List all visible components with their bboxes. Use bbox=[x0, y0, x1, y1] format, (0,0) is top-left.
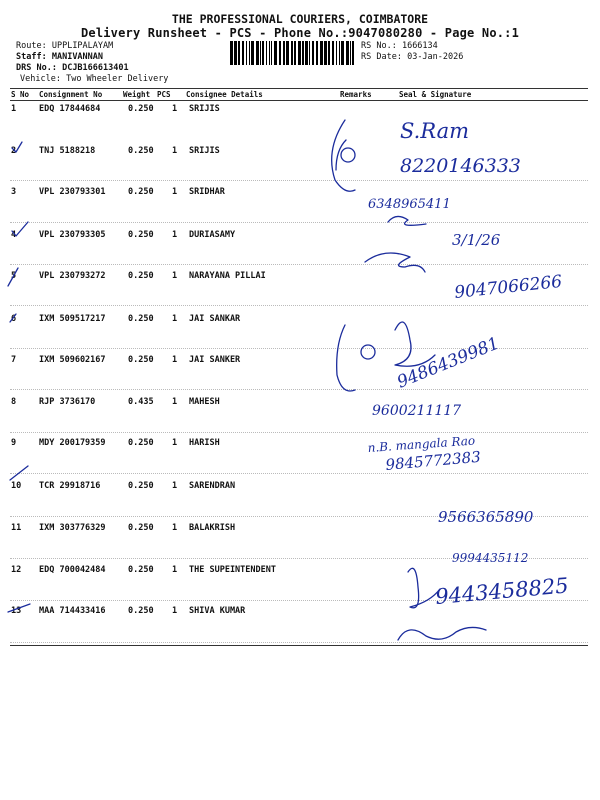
col-seal-signature: Seal & Signature bbox=[399, 90, 472, 99]
row-consignment: TCR 29918716 bbox=[39, 481, 101, 491]
row-pcs: 1 bbox=[172, 355, 178, 365]
row-weight: 0.250 bbox=[128, 271, 154, 281]
row-weight: 0.250 bbox=[128, 438, 154, 448]
row-consignment: EDQ 700042484 bbox=[39, 565, 106, 575]
rs-date-label: RS Date: bbox=[361, 52, 402, 62]
signature-scrawl bbox=[398, 627, 486, 640]
row-sno: 12 bbox=[11, 565, 22, 575]
row-weight: 0.250 bbox=[128, 606, 154, 616]
col-consignee: Consignee Details bbox=[186, 90, 263, 99]
row-pcs: 1 bbox=[172, 438, 178, 448]
row-weight: 0.250 bbox=[128, 565, 154, 575]
rs-no-value: 1666134 bbox=[401, 41, 438, 51]
row-weight: 0.250 bbox=[128, 355, 154, 365]
handwritten-phone: 9845772383 bbox=[384, 447, 482, 474]
row-consignee: SARENDRAN bbox=[189, 481, 236, 491]
row-consignment: IXM 509602167 bbox=[39, 355, 106, 365]
drs-value: DCJB166613401 bbox=[62, 63, 129, 73]
col-sno: S No bbox=[11, 90, 30, 99]
handwritten-phone: 8220146333 bbox=[400, 155, 521, 177]
row-weight: 0.435 bbox=[128, 397, 154, 407]
row-pcs: 1 bbox=[172, 230, 178, 240]
handwritten-phone: 9047066266 bbox=[453, 271, 564, 303]
row-sno: 1 bbox=[11, 104, 17, 114]
row-weight: 0.250 bbox=[128, 523, 154, 533]
row-consignee: DURIASAMY bbox=[189, 230, 236, 240]
row-sno: 8 bbox=[11, 397, 17, 407]
row-consignment: VPL 230793272 bbox=[39, 271, 106, 281]
row-sno: 11 bbox=[11, 523, 22, 533]
handwritten-phone: 6348965411 bbox=[368, 197, 451, 212]
row-sno: 7 bbox=[11, 355, 17, 365]
row-consignee: SRIDHAR bbox=[189, 187, 225, 197]
signature-circle bbox=[361, 345, 375, 359]
row-consignment: VPL 230793305 bbox=[39, 230, 106, 240]
row-sno: 2 bbox=[11, 146, 17, 156]
row-consignment: TNJ 5188218 bbox=[39, 146, 96, 156]
tick-mark bbox=[12, 222, 28, 236]
row-pcs: 1 bbox=[172, 314, 178, 324]
col-remarks: Remarks bbox=[340, 90, 372, 99]
handwritten-name: S.Ram bbox=[400, 119, 470, 143]
row-weight: 0.250 bbox=[128, 104, 154, 114]
row-consignment: MDY 200179359 bbox=[39, 438, 106, 448]
row-weight: 0.250 bbox=[128, 230, 154, 240]
vehicle-value: Two Wheeler Delivery bbox=[66, 74, 169, 84]
row-weight: 0.250 bbox=[128, 146, 154, 156]
row-weight: 0.250 bbox=[128, 481, 154, 491]
row-pcs: 1 bbox=[172, 565, 178, 575]
handwritten-phone: 9994435112 bbox=[452, 551, 529, 565]
row-consignment: MAA 714433416 bbox=[39, 606, 106, 616]
tick-mark bbox=[8, 268, 18, 286]
row-consignment: VPL 230793301 bbox=[39, 187, 106, 197]
row-pcs: 1 bbox=[172, 523, 178, 533]
signature-squiggle bbox=[337, 325, 355, 391]
row-pcs: 1 bbox=[172, 606, 178, 616]
row-consignee: NARAYANA PILLAI bbox=[189, 271, 266, 281]
row-consignee: JAI SANKAR bbox=[189, 314, 241, 324]
company-title: THE PROFESSIONAL COURIERS, COIMBATORE bbox=[171, 12, 429, 26]
col-weight: Weight bbox=[123, 90, 151, 99]
row-sno: 13 bbox=[11, 606, 22, 616]
row-weight: 0.250 bbox=[128, 187, 154, 197]
handwritten-name: n.B. mangala Rao bbox=[367, 433, 476, 455]
col-pcs: PCS bbox=[157, 90, 171, 99]
row-consignment: IXM 303776329 bbox=[39, 523, 106, 533]
handwritten-phone: 9443458825 bbox=[434, 573, 570, 609]
row-pcs: 1 bbox=[172, 481, 178, 491]
handwritten-phone: 9600211117 bbox=[372, 403, 462, 419]
rs-date-value: 03-Jan-2026 bbox=[407, 52, 464, 62]
row-sno: 3 bbox=[11, 187, 17, 197]
signature-scrawl bbox=[388, 216, 426, 225]
handwritten-date: 3/1/26 bbox=[452, 231, 501, 249]
row-consignee: SRIJIS bbox=[189, 146, 220, 156]
row-pcs: 1 bbox=[172, 104, 178, 114]
row-consignee: SRIJIS bbox=[189, 104, 220, 114]
row-pcs: 1 bbox=[172, 271, 178, 281]
staff-value: MANIVANNAN bbox=[51, 52, 104, 62]
rs-no-label: RS No.: bbox=[361, 41, 397, 51]
route-value: UPPLIPALAYAM bbox=[51, 41, 114, 51]
row-consignment: EDQ 17844684 bbox=[39, 104, 101, 114]
row-consignment: IXM 509517217 bbox=[39, 314, 106, 324]
row-pcs: 1 bbox=[172, 397, 178, 407]
staff-label: Staff: bbox=[16, 52, 47, 62]
route-label: Route: bbox=[16, 41, 47, 51]
row-sno: 5 bbox=[11, 271, 17, 281]
signature-squiggle bbox=[332, 120, 355, 191]
handwritten-phone: 9486439981 bbox=[394, 333, 503, 393]
row-consignee: MAHESH bbox=[189, 397, 220, 407]
row-consignee: SHIVA KUMAR bbox=[189, 606, 246, 616]
row-consignee: JAI SANKER bbox=[189, 355, 241, 365]
handwritten-phone: 9566365890 bbox=[438, 508, 534, 526]
tick-mark bbox=[8, 604, 30, 612]
row-sno: 4 bbox=[11, 230, 17, 240]
runsheet-title: Delivery Runsheet - PCS - Phone No.:9047080280 - Page No.:1 bbox=[80, 26, 520, 40]
tick-mark bbox=[10, 466, 28, 480]
row-weight: 0.250 bbox=[128, 314, 154, 324]
row-consignment: RJP 3736170 bbox=[39, 397, 96, 407]
row-sno: 9 bbox=[11, 438, 17, 448]
signature-circle bbox=[341, 148, 355, 162]
drs-label: DRS No.: bbox=[16, 63, 57, 73]
row-consignee: HARISH bbox=[189, 438, 220, 448]
vehicle-label: Vehicle: bbox=[20, 74, 61, 84]
row-sno: 10 bbox=[11, 481, 22, 491]
row-sno: 6 bbox=[11, 314, 17, 324]
tick-mark bbox=[12, 142, 22, 152]
tick-mark bbox=[10, 314, 16, 322]
row-pcs: 1 bbox=[172, 146, 178, 156]
row-consignee: THE SUPEINTENDENT bbox=[189, 565, 276, 575]
signature-scrawl bbox=[365, 253, 425, 272]
row-pcs: 1 bbox=[172, 187, 178, 197]
col-consignment: Consignment No bbox=[39, 90, 103, 99]
row-consignee: BALAKRISH bbox=[189, 523, 236, 533]
